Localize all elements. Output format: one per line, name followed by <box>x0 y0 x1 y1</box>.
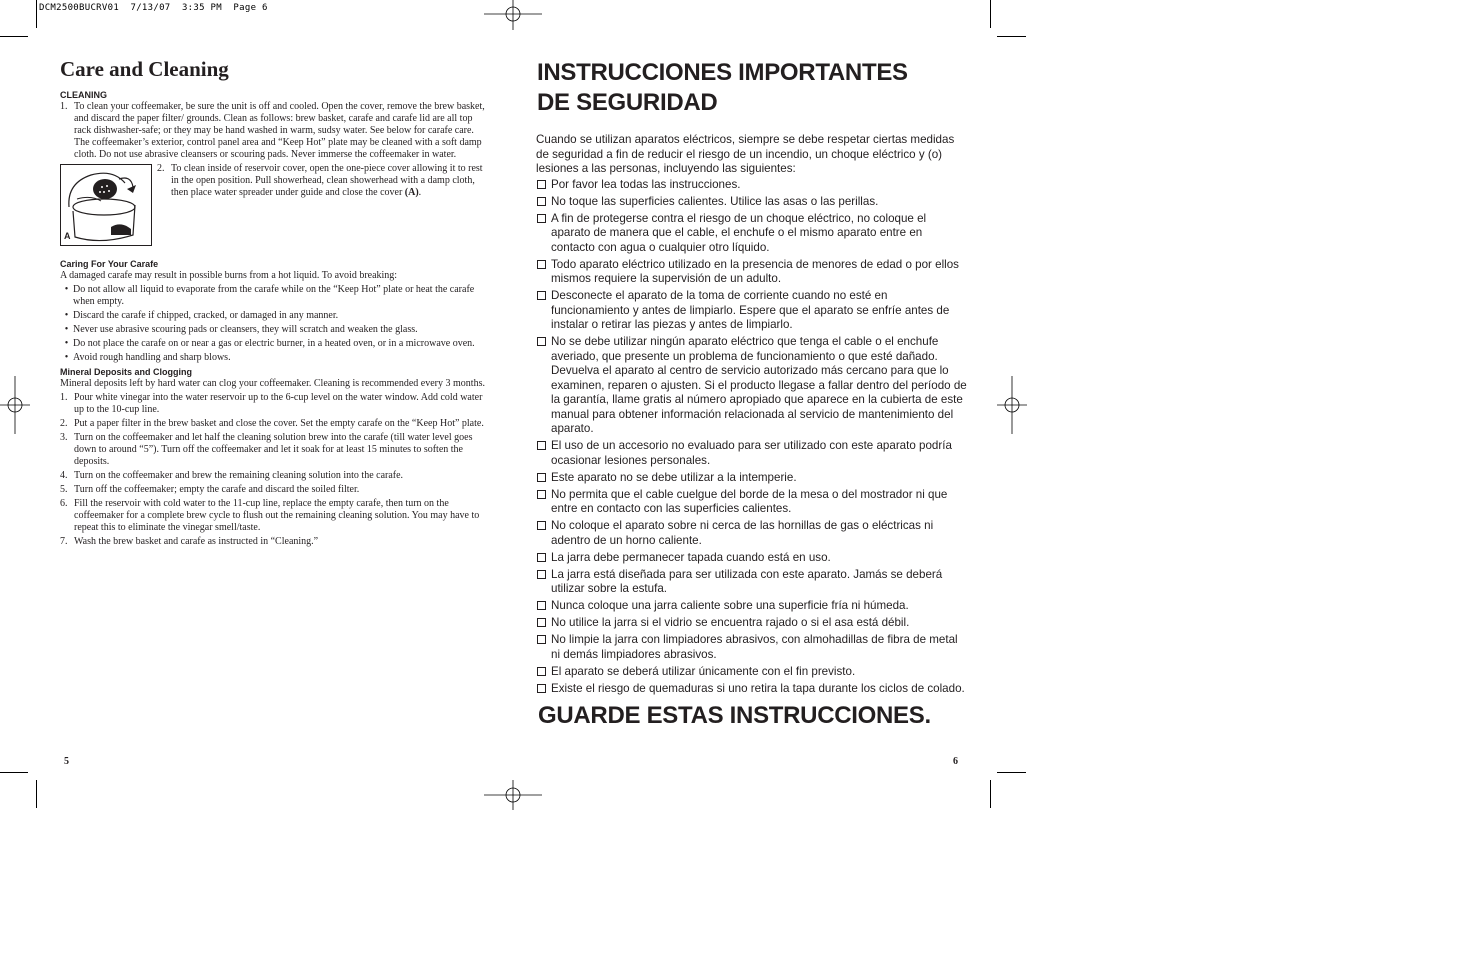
checkbox-square-icon <box>537 260 546 269</box>
safety-item <box>536 682 968 697</box>
step-number: 6. <box>60 498 68 509</box>
safety-title-line1: INSTRUCCIONES IMPORTANTES <box>537 59 908 86</box>
crop-mark <box>997 772 1026 773</box>
checkbox-square-icon <box>537 635 546 644</box>
carafe-bullet <box>60 284 488 308</box>
page-number-left: 5 <box>64 756 69 767</box>
step-text: Turn off the coffeemaker; empty the carafe and discard the soiled filter. <box>74 484 360 495</box>
checkbox-square-icon <box>537 441 546 450</box>
crop-mark <box>997 36 1026 37</box>
checkbox-square-icon <box>537 570 546 579</box>
carafe-bullet <box>60 338 488 350</box>
carafe-intro: A damaged carafe may result in possible burns from a hot liquid. To avoid breaking: <box>60 270 398 281</box>
safety-item <box>536 633 968 662</box>
safety-item <box>536 178 968 193</box>
left-page <box>60 56 488 550</box>
mineral-step <box>60 418 488 430</box>
safety-item <box>536 258 968 287</box>
crop-mark <box>990 780 991 808</box>
safety-item <box>536 471 968 486</box>
registration-mark-left <box>0 376 30 434</box>
step-text: Fill the reservoir with cold water to the 11-cup line, replace the empty carafe, then turn on the coffeemaker for a complete brew cycle to flush out the remaining cleaning solution. You may have to repeat this to eliminate the vinegar smell/taste. <box>74 498 480 533</box>
step-text: Turn on the coffeemaker and let half the cleaning solution brew into the carafe (till water level goes down to around “5”). Turn off the coffeemaker and let it soak for at least 15 minutes to soften the deposits. <box>74 432 473 467</box>
mineral-step <box>60 498 488 534</box>
safety-item-text: No coloque el aparato sobre ni cerca de las hornillas de gas o eléctricas ni adentro de un horno caliente. <box>551 519 934 547</box>
carafe-bullet <box>60 324 488 336</box>
safety-item-text: Todo aparato eléctrico utilizado en la presencia de menores de edad o por ellos mismos requiere la supervisión de un adulto. <box>551 257 959 285</box>
step-text: Pour white vinegar into the water reservoir up to the 6-cup level on the water window. Add cold water up to the 10-cup line. <box>74 392 483 415</box>
checkbox-square-icon <box>537 618 546 627</box>
mineral-step <box>60 432 488 468</box>
safety-item <box>536 568 968 597</box>
mineral-step <box>60 392 488 416</box>
safety-item-text: Por favor lea todas las instrucciones. <box>551 177 741 191</box>
carafe-bullet <box>60 310 488 322</box>
bullet-glyph: • <box>64 310 69 321</box>
bullet-text: Do not place the carafe on or near a gas or electric burner, in a heated oven, or in a microwave oven. <box>73 338 475 349</box>
registration-mark-bottom <box>484 780 542 810</box>
safety-item-text: A fin de protegerse contra el riesgo de un choque eléctrico, no coloque el aparato de manera que el cable, el enchufe o el mismo aparato entre en contacto con agua o cualquier otro líquido. <box>551 211 927 254</box>
safety-item-text: No utilice la jarra si el vidrio se encuentra rajado o si el asa está débil. <box>551 616 910 629</box>
cleaning-heading: CLEANING <box>60 90 107 100</box>
save-instructions-heading: GUARDE ESTAS INSTRUCCIONES. <box>538 702 931 729</box>
safety-title-line2: DE SEGURIDAD <box>537 89 718 116</box>
step-text-body: To clean inside of reservoir cover, open the one-piece cover allowing it to rest in the open position. Pull showerhead, clean showerhead with a damp cloth, then place water spreader under guide and close the cover <box>171 163 483 198</box>
step-number: 7. <box>60 536 68 547</box>
safety-item-text: La jarra está diseñada para ser utilizada con este aparato. Jamás se deberá utilizar sobre la estufa. <box>551 567 943 595</box>
caring-for-carafe-heading: Caring For Your Carafe <box>60 259 159 269</box>
crop-mark <box>0 772 28 773</box>
safety-item-text: Desconecte el aparato de la toma de corriente cuando no esté en funcionamiento y antes de limpiarlo. Espere que el aparato se enfríe antes de instalar o retirar las piezas y antes de limpiarlo. <box>551 289 950 331</box>
safety-item <box>536 212 968 256</box>
bullet-glyph: • <box>64 338 69 349</box>
safety-item-text: Nunca coloque una jarra caliente sobre una superficie fría ni húmeda. <box>551 599 909 612</box>
safety-item-text: Este aparato no se debe utilizar a la intemperie. <box>551 470 797 484</box>
carafe-bullet <box>60 352 488 364</box>
mineral-deposits-heading: Mineral Deposits and Clogging <box>60 367 193 377</box>
step-number: 2. <box>60 418 68 429</box>
checkbox-square-icon <box>537 553 546 562</box>
bullet-glyph: • <box>64 352 69 363</box>
care-and-cleaning-title: Care and Cleaning <box>60 57 229 81</box>
safety-item <box>536 665 968 680</box>
safety-item <box>536 439 968 468</box>
coffeemaker-figure <box>60 164 152 246</box>
safety-item-text: No se debe utilizar ningún aparato eléctrico que tenga el cable o el enchufe averiado, que presente un problema de funcionamiento o que esté dañado. Devuelva el aparato al centro de servicio autorizado más cercano para que lo examinen, reparen o ajusten. Si el producto llegase a fallar dentro del período de la garantía, llame gratis al número apropiado que aparece en la cubierta de este manual para obtener información relacionada al servicio de mantenimiento del aparato. <box>551 335 967 435</box>
safety-item-text: El uso de un accesorio no evaluado para ser utilizado con este aparato podría ocasionar lesiones personales. <box>551 439 952 467</box>
bullet-glyph: • <box>64 324 69 335</box>
step-number: 5. <box>60 484 68 495</box>
registration-mark-top <box>484 0 542 30</box>
safety-item-text: No limpie la jarra con limpiadores abrasivos, con almohadillas de fibra de metal ni demás limpiadores abrasivos. <box>551 633 958 661</box>
figure-label: A <box>64 231 71 241</box>
bullet-glyph: • <box>64 284 69 295</box>
safety-item-text: Existe el riesgo de quemaduras si uno retira la tapa durante los ciclos de colado. <box>551 681 965 695</box>
step-number: 1. <box>60 392 68 403</box>
bullet-text: Never use abrasive scouring pads or cleansers, they will scratch and weaken the glass. <box>73 324 418 335</box>
checkbox-square-icon <box>537 337 546 346</box>
checkbox-square-icon <box>537 521 546 530</box>
checkbox-square-icon <box>537 214 546 223</box>
safety-intro: Cuando se utilizan aparatos eléctricos, siempre se debe respetar ciertas medidas de seguridad a fin de reducir el riesgo de un incendio, un choque eléctrico y (o) lesiones a las personas, incluyendo las siguientes: <box>536 133 955 175</box>
mineral-step <box>60 484 488 496</box>
safety-item <box>536 335 968 437</box>
step-text: Put a paper filter in the brew basket and close the cover. Set the empty carafe on the “Keep Hot” plate. <box>74 418 484 429</box>
bullet-text: Avoid rough handling and sharp blows. <box>73 352 231 363</box>
safety-item <box>536 289 968 333</box>
safety-item <box>536 599 968 614</box>
crop-mark <box>36 780 37 808</box>
printer-slug-line: DCM2500BUCRV01 7/13/07 3:35 PM Page 6 <box>39 3 268 13</box>
step-text: Turn on the coffeemaker and brew the remaining cleaning solution into the carafe. <box>74 470 404 481</box>
mineral-step <box>60 470 488 482</box>
step-number: 1. <box>60 101 68 112</box>
step-number: 4. <box>60 470 68 481</box>
checkbox-square-icon <box>537 490 546 499</box>
checkbox-square-icon <box>537 473 546 482</box>
safety-item <box>536 195 968 210</box>
checkbox-square-icon <box>537 684 546 693</box>
coffeemaker-illustration <box>61 165 151 245</box>
bullet-text: Discard the carafe if chipped, cracked, or damaged in any manner. <box>73 310 339 321</box>
registration-mark-right <box>997 376 1027 434</box>
safety-item <box>536 488 968 517</box>
mineral-step <box>60 536 488 548</box>
step-text: Wash the brew basket and carafe as instructed in “Cleaning.” <box>74 536 319 547</box>
step-text: To clean your coffeemaker, be sure the unit is off and cooled. Open the cover, remove the brew basket, and discard the paper filter/ grounds. Clean as follows: brew basket, carafe and carafe lid are all top rack dishwasher-safe; or they may be hand washed in warm, sudsy water. See below for carafe care. The coffeemaker’s exterior, control panel area and “Keep Hot” plate may be cleaned with a soft damp cloth. Do not use abrasive cleansers or scouring pads. Never immerse the coffeemaker in water. <box>74 101 485 160</box>
safety-title <box>537 58 968 118</box>
crop-mark <box>36 0 37 28</box>
checkbox-square-icon <box>537 667 546 676</box>
cleaning-step <box>60 101 488 161</box>
step-text-tail: . <box>418 187 422 198</box>
cleaning-step <box>157 163 488 244</box>
right-page <box>536 58 968 731</box>
safety-item <box>536 616 968 631</box>
crop-mark <box>0 36 28 37</box>
mineral-intro: Mineral deposits left by hard water can clog your coffeemaker. Cleaning is recommended every 3 months. <box>60 378 485 389</box>
checkbox-square-icon <box>537 180 546 189</box>
step-number: 3. <box>60 432 68 443</box>
page-number-right: 6 <box>953 756 958 767</box>
figure-step-row <box>60 163 488 246</box>
safety-item <box>536 519 968 548</box>
safety-item-text: No toque las superficies calientes. Utilice las asas o las perillas. <box>551 194 879 208</box>
step-number: 2. <box>157 163 165 174</box>
safety-item-text: El aparato se deberá utilizar únicamente con el fin previsto. <box>551 664 856 678</box>
step-text <box>171 163 488 244</box>
checkbox-square-icon <box>537 601 546 610</box>
safety-item-text: La jarra debe permanecer tapada cuando está en uso. <box>551 550 831 564</box>
checkbox-square-icon <box>537 291 546 300</box>
figure-reference: (A) <box>404 187 419 198</box>
safety-item <box>536 551 968 566</box>
safety-item-text: No permita que el cable cuelgue del borde de la mesa o del mostrador ni que entre en contacto con las superficies calientes. <box>551 487 948 515</box>
crop-mark <box>990 0 991 28</box>
bullet-text: Do not allow all liquid to evaporate from the carafe while on the “Keep Hot” plate or heat the carafe when empty. <box>73 284 475 307</box>
checkbox-square-icon <box>537 197 546 206</box>
